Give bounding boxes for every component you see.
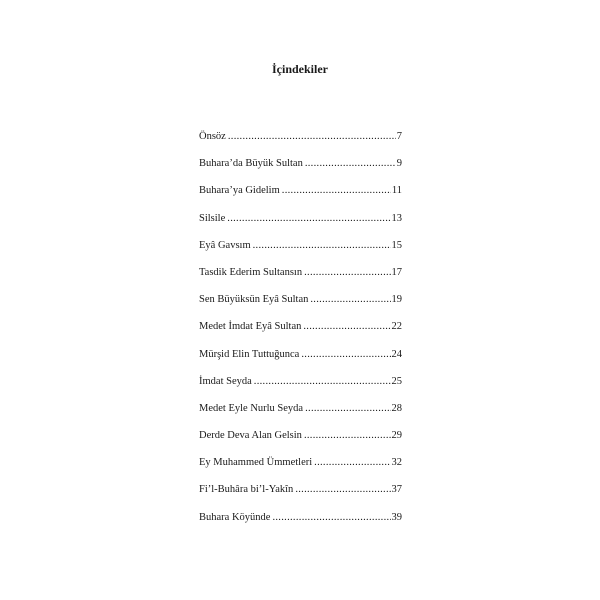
toc-entry[interactable] bbox=[199, 129, 402, 156]
toc-dot-leader bbox=[304, 428, 391, 444]
toc-entry-label: İmdat Seyda bbox=[199, 375, 252, 387]
toc-entry-label: Buhara’ya Gidelim bbox=[199, 185, 280, 197]
toc-dot-leader bbox=[314, 455, 390, 471]
toc-entry-page: 13 bbox=[391, 212, 402, 224]
toc-entry[interactable] bbox=[199, 156, 402, 183]
toc-entry-label: Buhara’da Büyük Sultan bbox=[199, 158, 303, 170]
toc-entry[interactable] bbox=[199, 374, 402, 401]
toc-entry-page: 22 bbox=[391, 321, 402, 333]
toc-entry-label: Medet İmdat Eyâ Sultan bbox=[199, 321, 302, 333]
toc-entry[interactable] bbox=[199, 211, 402, 238]
toc-entry-page: 15 bbox=[391, 239, 402, 251]
toc-entry-label: Eyâ Gavsım bbox=[199, 239, 251, 251]
toc-entry-page: 7 bbox=[396, 131, 402, 142]
toc-entry[interactable] bbox=[199, 319, 402, 346]
toc-entry-page: 17 bbox=[391, 266, 402, 278]
toc-entry[interactable] bbox=[199, 510, 402, 537]
toc-entry-page: 19 bbox=[391, 294, 402, 306]
toc-dot-leader bbox=[304, 265, 390, 281]
toc-entry[interactable] bbox=[199, 183, 402, 210]
toc-entry-label: Tasdik Ederim Sultansın bbox=[199, 266, 303, 278]
toc-dot-leader bbox=[303, 319, 390, 335]
toc-dot-leader bbox=[253, 238, 391, 254]
toc-entry-page: 39 bbox=[391, 511, 402, 523]
toc-entry-page: 32 bbox=[391, 457, 402, 469]
toc-entry[interactable] bbox=[199, 347, 402, 374]
table-of-contents bbox=[199, 129, 402, 537]
toc-entry[interactable] bbox=[199, 428, 402, 455]
toc-entry-page: 29 bbox=[391, 430, 402, 442]
toc-entry[interactable] bbox=[199, 238, 402, 265]
toc-entry-label: Sen Büyüksün Eyâ Sultan bbox=[199, 294, 309, 306]
toc-title: İçindekiler bbox=[272, 62, 328, 76]
toc-entry[interactable] bbox=[199, 482, 402, 509]
toc-entry-page: 25 bbox=[391, 375, 402, 387]
toc-dot-leader bbox=[305, 401, 390, 417]
toc-dot-leader bbox=[305, 156, 396, 172]
toc-entry-label: Derde Deva Alan Gelsin bbox=[199, 430, 302, 442]
toc-dot-leader bbox=[310, 292, 390, 308]
toc-dot-leader bbox=[301, 347, 390, 363]
toc-dot-leader bbox=[272, 510, 390, 526]
toc-entry-page: 11 bbox=[391, 185, 402, 197]
toc-dot-leader bbox=[295, 482, 390, 498]
toc-entry-label: Buhara Köyünde bbox=[199, 511, 271, 523]
toc-dot-leader bbox=[254, 374, 391, 390]
toc-entry-page: 37 bbox=[391, 484, 402, 496]
toc-entry-label: Medet Eyle Nurlu Seyda bbox=[199, 402, 304, 414]
toc-entry-label: Fi’l-Buhâra bi’l-Yakîn bbox=[199, 484, 294, 496]
toc-dot-leader bbox=[227, 211, 390, 227]
toc-entry[interactable] bbox=[199, 265, 402, 292]
toc-entry-page: 9 bbox=[396, 158, 402, 170]
toc-entry-page: 28 bbox=[391, 402, 402, 414]
toc-entry-label: Silsile bbox=[199, 212, 226, 224]
toc-entry-label: Ey Muhammed Ümmetleri bbox=[199, 457, 313, 469]
toc-entry-page: 24 bbox=[391, 348, 402, 360]
toc-entry[interactable] bbox=[199, 292, 402, 319]
toc-dot-leader bbox=[282, 183, 391, 199]
toc-entry[interactable] bbox=[199, 401, 402, 428]
toc-dot-leader bbox=[228, 129, 396, 145]
toc-entry-label: Önsöz bbox=[199, 131, 226, 142]
toc-entry[interactable] bbox=[199, 455, 402, 482]
toc-entry-label: Mürşid Elin Tuttuğunca bbox=[199, 348, 300, 360]
